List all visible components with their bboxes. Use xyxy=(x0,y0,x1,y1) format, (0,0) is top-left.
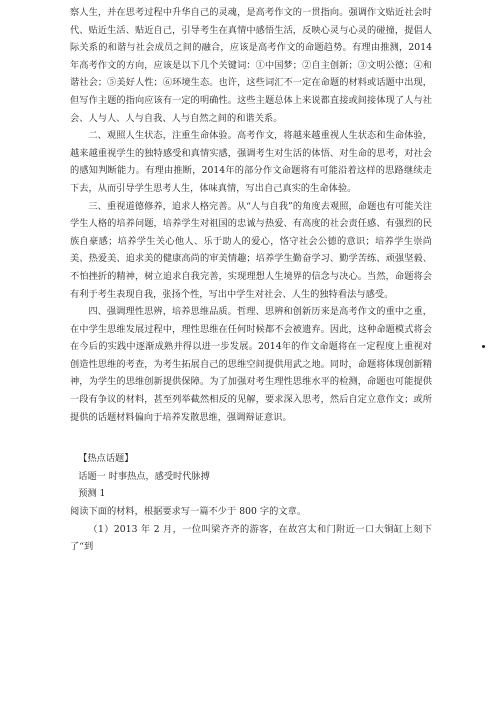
paragraph-3: 三、重视道德修养，追求人格完善。从“人与自我”的角度去观照，命题也有可能关注学生人格的培养问题，培养学生对祖国的忠诚与热爱、有高度的社会责任感、有强烈的民族自豪感；培养学生关心他人、乐于助人的爱心，恪守社会公德的意识；培养学生崇尚美、热爱美、追求美的健康高尚的审美情趣；培养学生勤奋学习、勤学苦练、顽强坚毅、不怕挫折的精神，树立追求自我完善，实现理想人生境界的信念与决心。当然，命题将会有利于考生表现自我，张扬个性，写出中学生对社会、人生的独特看法与感受。 xyxy=(70,200,432,300)
topic-heading: 话题一 时事热点，感受时代脉搏 xyxy=(78,470,210,482)
material-text: （1）2013 年 2 月，一位叫梁齐齐的游客，在故宫太和门附近一口大铜缸上刻下了“到 xyxy=(70,523,432,553)
hot-topics-heading: 【热点话题】 xyxy=(78,453,134,465)
paragraph-4: 四、强调理性思辨，培养思维品质。哲理、思辨和创新历来是高考作文的重中之重，在中学生思维发展过程中，理性思维在任何时候都不会被遗弃。因此，这种命题模式将会在今后的实践中逐渐成熟并得以进一步发展。2014年的作文命题将在一定程度上重视对创造性思维的考查，为考生拓展自己的思维空间提供用武之地。同时，命题将体现创新精神，为学生的思维创新提供保障。为了加强对考生理性思维水平的检测，命题也可能提供一段有争议的材料，甚至列举截然相反的见解，要求深入思考，然后自定立意作文；或所提供的话题材料偏向于培养发散思维，强调辩证意识。 xyxy=(70,306,432,423)
prediction-label: 预测 1 xyxy=(78,488,106,500)
instruction-text: 阅读下面的材料，根据要求写一篇不少于 800 字的文章。 xyxy=(70,506,307,518)
paragraph-2: 二、观照人生状态，注重生命体验。高考作文，将越来越重视人生状态和生命体验，越来越重视学生的独特感受和真情实感，强调考生对生活的体悟、对生命的思考，对社会的感知判断能力。有理由推断，2014年的部分作文命题将有可能沿着这样的思路继续走下去，从而引导学生思考人生，体味真情，写出自己真实的生命体验。 xyxy=(70,130,432,194)
section-gap xyxy=(70,426,432,450)
margin-mark xyxy=(482,345,485,348)
paragraph-1: 察人生，并在思考过程中升华自己的灵魂，是高考作文的一贯指向。强调作文贴近社会时代、贴近生活、贴近自己，引导考生在真情中感悟生活，反映心灵与心灵的碰撞，提倡人际关系的和谐与社会成员之间的融合，应该是高考作文的命题趋势。有理由推测，2014年高考作文的方向，应该是以下几个关键词：①中国梦；②自主创新；③文明公德；④和谐社会；⑤美好人性；⑥环境生态。也许，这些词汇不一定在命题的材料或话题中出现，但写作主题的指向应该有一定的明确性。这些主题总体上来说都直接或间接体现了人与社会、人与人、人与自我、人与自然之间的和谐关系。 xyxy=(70,7,432,124)
